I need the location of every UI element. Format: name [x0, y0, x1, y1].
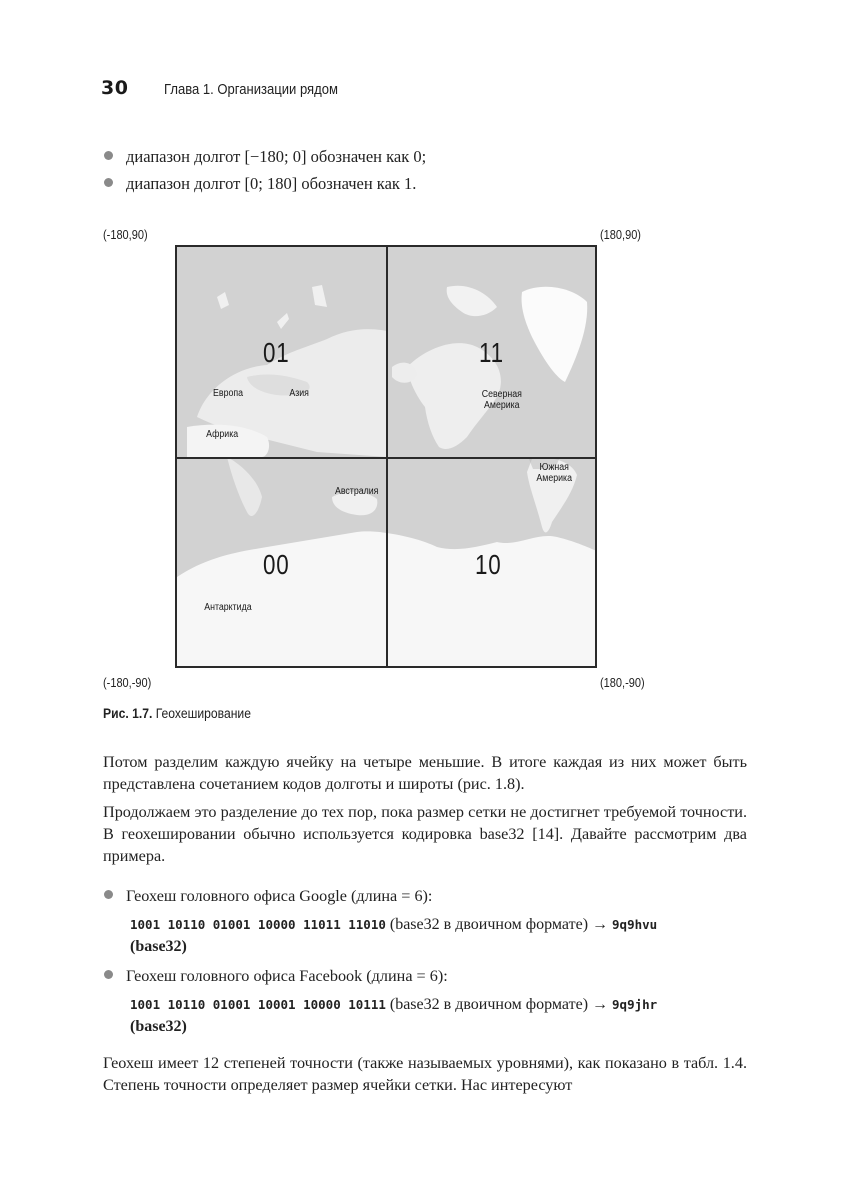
example-code-line: [130, 914, 750, 958]
region-label-europe: Европа: [213, 388, 244, 399]
example-title: Геохеш головного офиса Google (длина = 6):: [126, 887, 433, 905]
body-paragraph-3: Геохеш имеет 12 степеней точности (также называемых уровнями), как показано в табл. 1.4. Степень точности определяет размер ячейки сетки. Нас интересуют: [103, 1054, 747, 1094]
region-label-antarctica: Антарктида: [204, 602, 252, 613]
region-label-asia: Азия: [289, 388, 309, 399]
list-item: [104, 963, 448, 990]
corner-label-bottom-left: (-180,-90): [103, 676, 152, 690]
code-description: (base32 в двоичном формате) →: [385, 996, 613, 1013]
corner-label-top-left: (-180,90): [103, 228, 148, 242]
binary-code: 1001 10110 01001 10000 11011 11010: [130, 917, 386, 932]
figure-caption-text: Геохеширование: [152, 706, 251, 721]
bullet-icon: [104, 178, 113, 187]
region-label-north-america: [482, 389, 522, 411]
encoding-label: (base32): [130, 938, 187, 955]
bullet-icon: [104, 970, 113, 979]
list-item: [104, 883, 432, 910]
geohash-value: 9q9jhr: [612, 997, 658, 1012]
example-title: Геохеш головного офиса Facebook (длина = 6):: [126, 967, 448, 985]
figure-caption: [103, 706, 251, 721]
region-label-line: Америка: [484, 400, 520, 411]
binary-code: 1001 10110 01001 10001 10000 10111: [130, 997, 386, 1012]
bullet-icon: [104, 890, 113, 899]
cell-code-00: 00: [263, 549, 290, 580]
region-label-line: Америка: [536, 473, 572, 484]
geohash-value: 9q9hvu: [612, 917, 658, 932]
cell-code-01: 01: [263, 337, 290, 368]
region-label-line: Северная: [481, 389, 522, 400]
body-paragraph-2: Продолжаем это разделение до тех пор, пока размер сетки не достигнет требуемой точности. В геохешировании обычно используется кодировка base32 [14]. Давайте рассмотрим два примера.: [103, 803, 747, 865]
region-label-south-america: [536, 462, 572, 484]
chapter-title: Глава 1. Организации рядом: [164, 82, 339, 98]
page-number: 30: [101, 77, 129, 99]
example-code-line: [130, 994, 750, 1038]
corner-label-bottom-right: (180,-90): [600, 676, 645, 690]
list-item: [104, 143, 754, 170]
cell-code-11: 11: [479, 337, 504, 368]
running-head: [101, 77, 358, 103]
figure-caption-label: Рис. 1.7.: [103, 706, 153, 721]
corner-label-top-right: (180,90): [600, 228, 641, 242]
encoding-label: (base32): [130, 1018, 187, 1035]
bullet-icon: [104, 151, 113, 160]
list-item-text: диапазон долгот [−180; 0] обозначен как 0;: [126, 147, 427, 166]
body-paragraph-1: Потом разделим каждую ячейку на четыре меньшие. В итоге каждая из них может быть представлена сочетанием кодов долготы и широты (рис. 1.8).: [103, 753, 747, 793]
region-label-line: Южная: [539, 462, 569, 473]
list-item: [104, 170, 754, 197]
intro-bullet-list: [104, 143, 754, 197]
code-description: (base32 в двоичном формате) →: [385, 916, 613, 933]
region-label-africa: Африка: [206, 429, 239, 440]
grid-horizontal-divider: [177, 457, 595, 459]
geohash-world-map: [175, 245, 597, 668]
region-label-australia: Австралия: [334, 486, 379, 497]
list-item-text: диапазон долгот [0; 180] обозначен как 1.: [126, 174, 417, 193]
cell-code-10: 10: [475, 549, 502, 580]
